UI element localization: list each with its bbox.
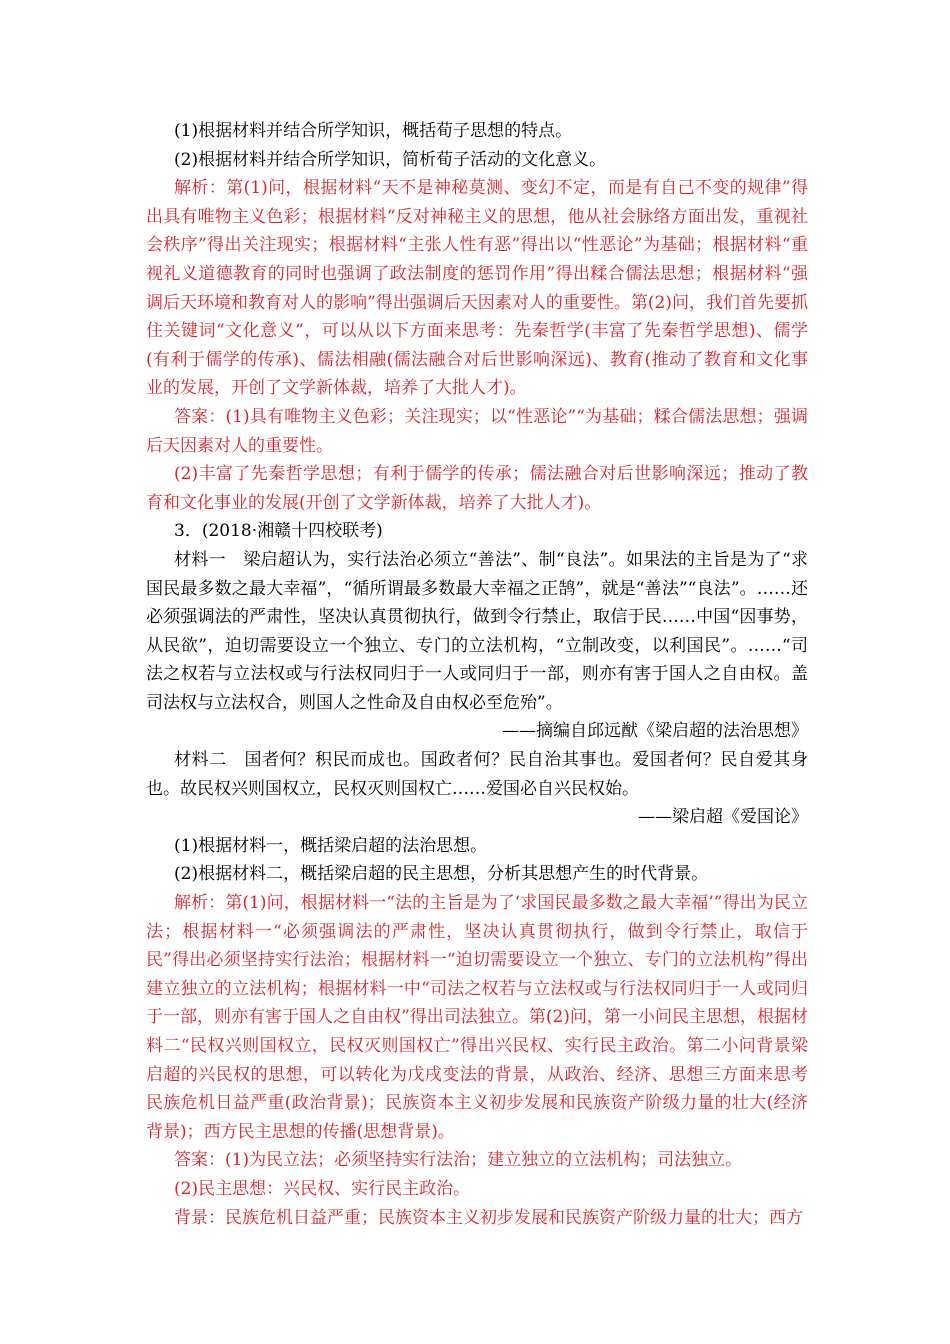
q3-heading: 3．(2018·湘赣十四校联考) [174,521,383,542]
q3-material-2-source: ——梁启超《爱国论》 [638,807,808,828]
q3-subquestion-1: (1)根据材料一，概括梁启超的法治思想。 [174,835,488,856]
q2-subquestion-1: (1)根据材料并结合所学知识，概括荀子思想的特点。 [174,121,573,141]
analysis-label: 解析： [174,893,226,914]
q3-subquestion-2: (2)根据材料二，概括梁启超的民主思想，分析其思想产生的时代背景。 [174,864,709,885]
q3-answer-3: 背景：民族危机日益严重；民族资本主义初步发展和民族资产阶级力量的壮大；西方 [174,1207,803,1228]
q3-material-2: 材料二 国者何？积民而成也。国政者何？民自治其事也。爱国者何？民自爱其身也。故民权兴则国权立，民权灭则国权亡……爱国必自兴民权始。 [146,750,808,799]
q2-answer-1 [146,403,808,460]
q3-analysis-text: 第(1)问，根据材料一“法的主旨是为了‘求国民最多数之最大幸福’”得出为民立法；根据材料一“必须强调法的严肃性，坚决认真贯彻执行，做到令行禁止，取信于民”得出必须坚持实行法治；根据材料一“迫切需要设立一个独立、专门的立法机构”得出建立独立的立法机构；根据材料一中“司法之权若与立法权或与行法权同归于一人或同归于一部，则亦有害于国人之自由权”得出司法独立。第(2)问，第一小问民主思想，根据材料二“民权兴则国权立，民权灭则国权亡”得出兴民权、实行民主政治。第二小问背景梁启超的兴民权的思想，可以转化为戊戌变法的背景，从政治、经济、思想三方面来思考民族危机日益严重(政治背景)；民族资本主义初步发展和民族资产阶级力量的壮大(经济背景)；西方民主思想的传播(思想背景)。 [146,893,808,1142]
q2-answer-1-text: (1)具有唯物主义色彩；关注现实；以“性恶论”“为基础；糅合儒法思想；强调后天因素对人的重要性。 [146,406,809,456]
q2-analysis-text: 第(1)问，根据材料“天不是神秘莫测、变幻不定，而是有自己不变的规律”得出具有唯物主义色彩；根据材料“反对神秘主义的思想，他从社会脉络方面出发，重视社会秩序”得出关注现实；根据材料“主张人性有恶”得出以“性恶论”为基础；根据材料“重视礼义道德教育的同时也强调了政法制度的惩罚作用”得出糅合儒法思想；根据材料“强调后天环境和教育对人的影响”得出强调后天因素对人的重要性。第(2)问，我们首先要抓住关键词“文化意义”，可以从以下方面来思考：先秦哲学(丰富了先秦哲学思想)、儒学(有利于儒学的传承)、儒法相融(儒法融合对后世影响深远)、教育(推动了教育和文化事业的发展，开创了文学新体裁，培养了大批人才)。 [146,178,809,399]
q3-answer-2: (2)民主思想：兴民权、实行民主政治。 [174,1178,471,1199]
q3-material-1: 材料一 梁启超认为，实行法治必须立“善法”、制“良法”。如果法的主旨是为了“求国民最多数之最大幸福”，“循所谓最多数最大幸福之正鹄”，就是“善法”“良法”。……还必须强调法的严肃性，坚决认真贯彻执行，做到令行禁止，取信于民……中国“因事势，从民欲”，迫切需要设立一个独立、专门的立法机构，“立制改变，以利国民”。……“司法之权若与立法权或与行法权同归于一人或同归于一部，则亦有害于国人之自由权。盖司法权与立法权合，则国人之性命及自由权必至危殆”。 [146,549,808,713]
answer-label: 答案： [174,406,226,427]
q3-analysis [146,889,808,1146]
page-content [146,117,808,1232]
q2-answer-2: (2)丰富了先秦哲学思想；有利于儒学的传承；儒法融合对后世影响深远；推动了教育和文化事业的发展(开创了文学新体裁，培养了大批人才)。 [146,464,808,513]
q3-answer-1-text: (1)为民立法；必须坚持实行法治；建立独立的立法机构；司法独立。 [225,1150,743,1171]
q2-analysis [146,174,808,403]
q2-subquestion-2: (2)根据材料并结合所学知识，简析荀子活动的文化意义。 [174,149,607,170]
answer-label: 答案： [174,1150,225,1171]
q3-answer-1 [146,1146,808,1175]
analysis-label: 解析： [174,178,227,199]
q3-material-1-source: ——摘编自邱远猷《梁启超的法治思想》 [502,721,808,742]
